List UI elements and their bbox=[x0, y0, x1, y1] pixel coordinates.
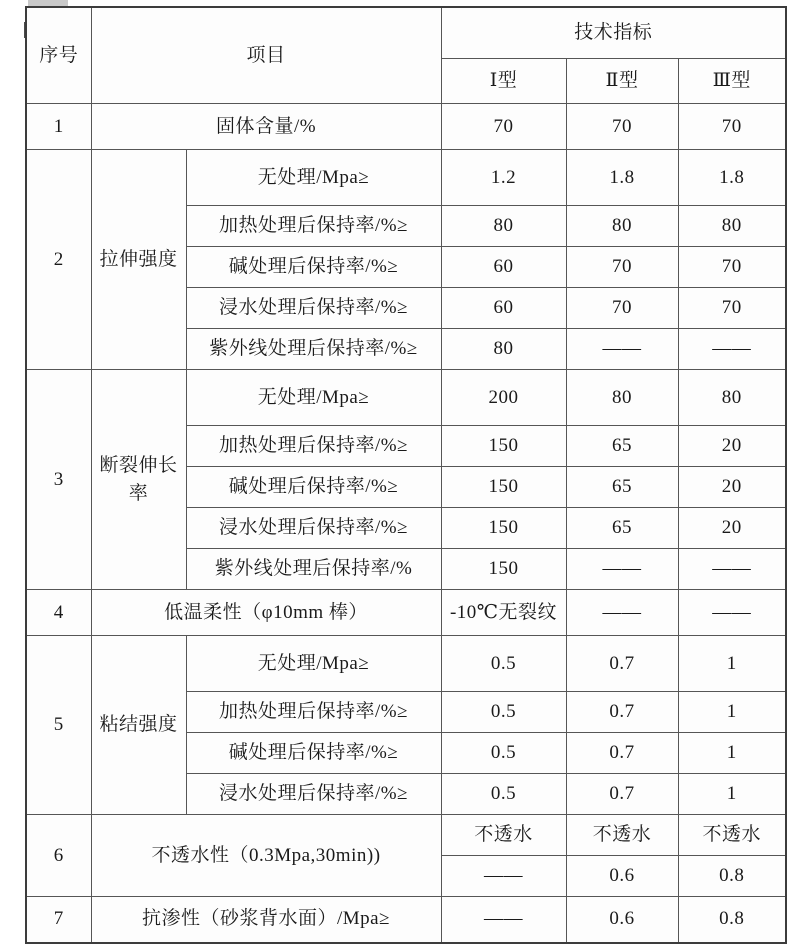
subrow-value-type2: 0.7 bbox=[566, 733, 678, 774]
subrow-value-type2: 0.7 bbox=[566, 636, 678, 692]
row-no: 3 bbox=[26, 370, 91, 590]
subrow-value-type2: 80 bbox=[566, 206, 678, 247]
row-no: 5 bbox=[26, 636, 91, 815]
subrow-value-type1: 0.5 bbox=[441, 774, 566, 815]
table-row bbox=[26, 370, 786, 426]
subrow-value-type3: 1 bbox=[678, 774, 786, 815]
subrow-value-type1: 0.5 bbox=[441, 692, 566, 733]
subrow-value-type3: 80 bbox=[678, 206, 786, 247]
subrow-value-type1: 60 bbox=[441, 288, 566, 329]
subrow-value-type2: —— bbox=[566, 549, 678, 590]
row-value-type3: —— bbox=[678, 590, 786, 636]
header-item: 项目 bbox=[91, 7, 441, 104]
subrow-value-type1: 0.5 bbox=[441, 733, 566, 774]
table-row bbox=[26, 636, 786, 692]
subrow-value-type2: 65 bbox=[566, 508, 678, 549]
row-value-b-type1: —— bbox=[441, 856, 566, 897]
subrow-item-label: 紫外线处理后保持率/% bbox=[186, 549, 441, 590]
row-value-a-type2: 不透水 bbox=[566, 815, 678, 856]
header-type-2: Ⅱ型 bbox=[566, 59, 678, 104]
subrow-item-label: 碱处理后保持率/%≥ bbox=[186, 247, 441, 288]
row-value-b-type2: 0.6 bbox=[566, 856, 678, 897]
row-value-type3: 70 bbox=[678, 104, 786, 150]
table-row bbox=[26, 150, 786, 206]
subrow-item-label: 浸水处理后保持率/%≥ bbox=[186, 508, 441, 549]
row-no: 4 bbox=[26, 590, 91, 636]
subrow-value-type3: 20 bbox=[678, 508, 786, 549]
row-item-label: 抗渗性（砂浆背水面）/Mpa≥ bbox=[91, 897, 441, 943]
row-no: 7 bbox=[26, 897, 91, 943]
row-value-a-type3: 不透水 bbox=[678, 815, 786, 856]
subrow-value-type1: 150 bbox=[441, 508, 566, 549]
subrow-item-label: 浸水处理后保持率/%≥ bbox=[186, 774, 441, 815]
row-value-type1: 70 bbox=[441, 104, 566, 150]
row-value-type3: 0.8 bbox=[678, 897, 786, 943]
subrow-value-type1: 150 bbox=[441, 467, 566, 508]
subrow-value-type2: 70 bbox=[566, 247, 678, 288]
subrow-item-label: 无处理/Mpa≥ bbox=[186, 150, 441, 206]
subrow-item-label: 碱处理后保持率/%≥ bbox=[186, 467, 441, 508]
row-item-label: 不透水性（0.3Mpa,30min)) bbox=[91, 815, 441, 897]
row-item-label: 低温柔性（φ10mm 棒） bbox=[91, 590, 441, 636]
subrow-value-type2: 80 bbox=[566, 370, 678, 426]
table-row bbox=[26, 897, 786, 943]
row-value-type2: —— bbox=[566, 590, 678, 636]
subrow-value-type1: 60 bbox=[441, 247, 566, 288]
subrow-value-type2: 0.7 bbox=[566, 774, 678, 815]
row-group-label-line2: 率 bbox=[128, 482, 149, 504]
row-no: 1 bbox=[26, 104, 91, 150]
table-row bbox=[26, 104, 786, 150]
row-value-type2: 0.6 bbox=[566, 897, 678, 943]
subrow-value-type1: 150 bbox=[441, 549, 566, 590]
row-group-label: 粘结强度 bbox=[91, 636, 186, 815]
subrow-value-type1: 200 bbox=[441, 370, 566, 426]
table-row bbox=[26, 590, 786, 636]
subrow-value-type1: 1.2 bbox=[441, 150, 566, 206]
header-no: 序号 bbox=[26, 7, 91, 104]
subrow-value-type3: 80 bbox=[678, 370, 786, 426]
row-no: 2 bbox=[26, 150, 91, 370]
row-group-label: 拉伸强度 bbox=[91, 150, 186, 370]
subrow-item-label: 无处理/Mpa≥ bbox=[186, 636, 441, 692]
row-group-label-line1: 断裂伸长 bbox=[99, 454, 178, 476]
subrow-value-type2: 65 bbox=[566, 467, 678, 508]
subrow-item-label: 加热处理后保持率/%≥ bbox=[186, 206, 441, 247]
header-technical-indicator: 技术指标 bbox=[441, 7, 786, 59]
row-group-label bbox=[91, 370, 186, 590]
subrow-value-type1: 80 bbox=[441, 329, 566, 370]
technical-indicator-table bbox=[25, 6, 787, 944]
row-value-type2: 70 bbox=[566, 104, 678, 150]
subrow-item-label: 浸水处理后保持率/%≥ bbox=[186, 288, 441, 329]
header-type-1: Ⅰ型 bbox=[441, 59, 566, 104]
subrow-value-type3: —— bbox=[678, 549, 786, 590]
subrow-value-type1: 0.5 bbox=[441, 636, 566, 692]
row-item-label: 固体含量/% bbox=[91, 104, 441, 150]
subrow-value-type3: 1 bbox=[678, 733, 786, 774]
table-row bbox=[26, 815, 786, 856]
row-no: 6 bbox=[26, 815, 91, 897]
subrow-value-type1: 150 bbox=[441, 426, 566, 467]
subrow-value-type2: 1.8 bbox=[566, 150, 678, 206]
row-value-a-type1: 不透水 bbox=[441, 815, 566, 856]
subrow-item-label: 加热处理后保持率/%≥ bbox=[186, 426, 441, 467]
subrow-value-type3: —— bbox=[678, 329, 786, 370]
subrow-value-type2: 70 bbox=[566, 288, 678, 329]
subrow-value-type3: 70 bbox=[678, 247, 786, 288]
subrow-value-type3: 1.8 bbox=[678, 150, 786, 206]
subrow-item-label: 无处理/Mpa≥ bbox=[186, 370, 441, 426]
subrow-value-type3: 20 bbox=[678, 426, 786, 467]
subrow-value-type2: 65 bbox=[566, 426, 678, 467]
subrow-value-type2: —— bbox=[566, 329, 678, 370]
subrow-item-label: 紫外线处理后保持率/%≥ bbox=[186, 329, 441, 370]
subrow-item-label: 碱处理后保持率/%≥ bbox=[186, 733, 441, 774]
row-value-type1: -10℃无裂纹 bbox=[441, 590, 566, 636]
subrow-value-type3: 1 bbox=[678, 692, 786, 733]
subrow-value-type2: 0.7 bbox=[566, 692, 678, 733]
subrow-value-type3: 1 bbox=[678, 636, 786, 692]
subrow-item-label: 加热处理后保持率/%≥ bbox=[186, 692, 441, 733]
header-type-3: Ⅲ型 bbox=[678, 59, 786, 104]
row-value-b-type3: 0.8 bbox=[678, 856, 786, 897]
subrow-value-type1: 80 bbox=[441, 206, 566, 247]
subrow-value-type3: 70 bbox=[678, 288, 786, 329]
subrow-value-type3: 20 bbox=[678, 467, 786, 508]
row-value-type1: —— bbox=[441, 897, 566, 943]
table-header-row bbox=[26, 7, 786, 59]
